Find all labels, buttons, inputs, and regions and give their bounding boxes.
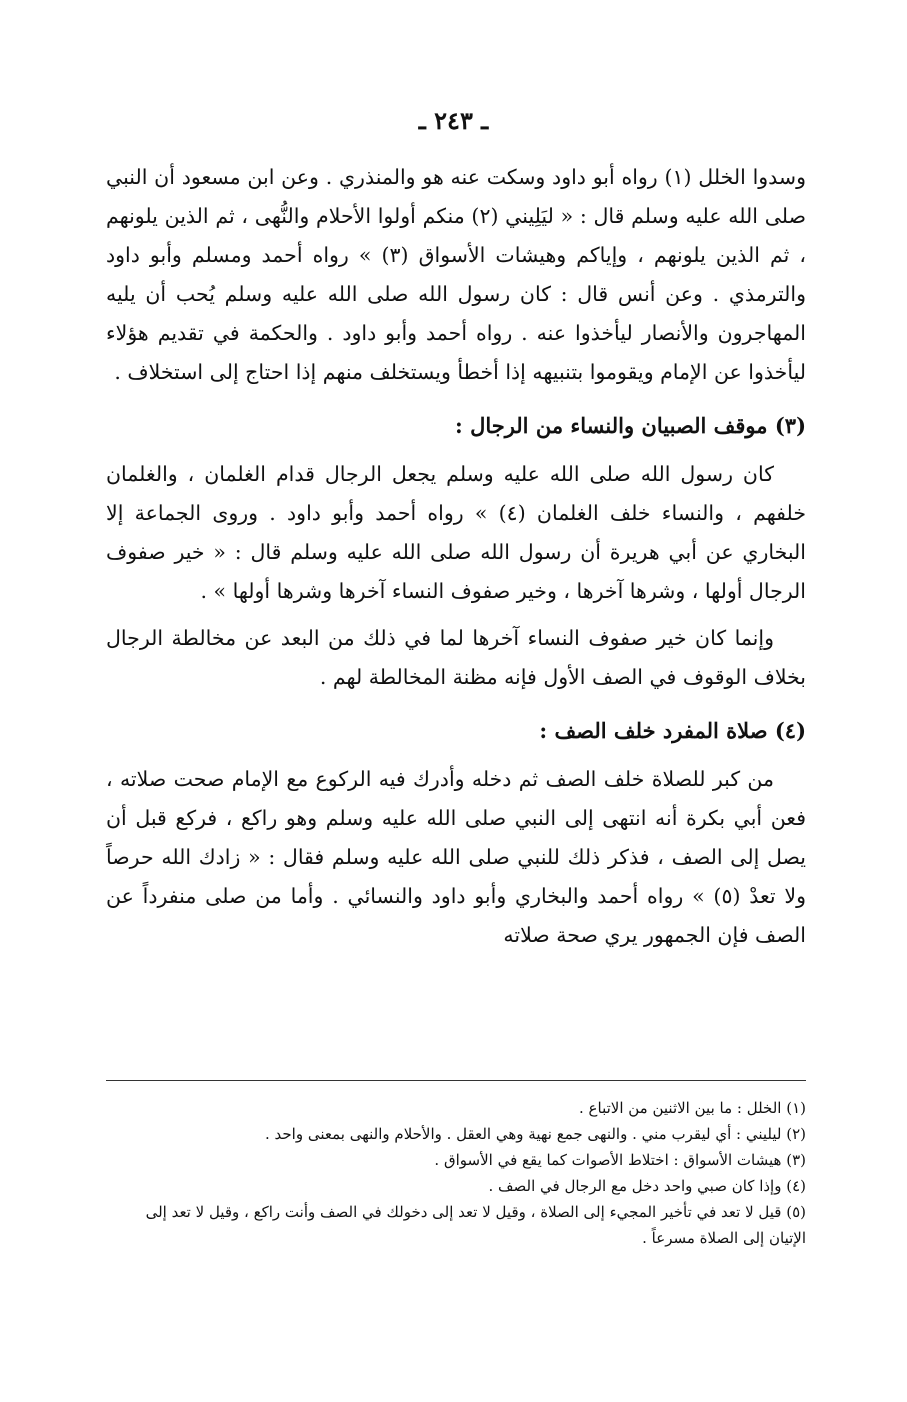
main-text (106, 158, 806, 955)
paragraph: وسدوا الخلل (١) رواه أبو داود وسكت عنه هو والمنذري . وعن ابن مسعود أن النبي صلى الله عليه وسلم قال : « ليَلِيني (٢) منكم أولوا الأحلام والنُّهى ، ثم الذين يلونهم ، ثم الذين يلونهم ، وإياكم وهيشات الأسواق (٣) » رواه أحمد ومسلم وأبو داود والترمذي . وعن أنس قال : كان رسول الله صلى الله عليه وسلم يُحب أن يليه المهاجرون والأنصار ليأخذوا عنه . رواه أحمد وأبو داود . والحكمة في تقديم هؤلاء ليأخذوا عن الإمام ويقوموا بتنبيهه إذا أخطأ ويستخلف منهم إذا احتاج إلى استخلاف . (106, 165, 807, 384)
paragraph: من كبر للصلاة خلف الصف ثم دخله وأدرك فيه الركوع مع الإمام صحت صلاته ، فعن أبي بكرة أنه انتهى إلى النبي صلى الله عليه وسلم وهو راكع ، فركع قبل أن يصل إلى الصف ، فذكر ذلك للنبي صلى الله عليه وسلم فقال : « زادك الله حرصاً ولا تعدْ (٥) » رواه أحمد والبخاري وأبو داود والنسائي . وأما من صلى منفرداً عن الصف فإن الجمهور يري صحة صلاته (106, 767, 806, 947)
section-heading: (٤) صلاة المفرد خلف الصف : (539, 718, 806, 743)
paragraph: كان رسول الله صلى الله عليه وسلم يجعل الرجال قدام الغلمان ، والغلمان خلفهم ، والنساء خلف الغلمان (٤) » رواه أحمد وأبو داود . وروى الجماعة إلا البخاري عن أبي هريرة أن رسول الله صلى الله عليه وسلم قال : « خير صفوف الرجال أولها ، وشرها آخرها ، وخير صفوف النساء آخرها وشرها أولها » . (106, 462, 806, 603)
footnote: (١) الخلل : ما بين الاثنين من الاتباع . (579, 1099, 806, 1117)
footnote: (٣) هيشات الأسواق : اختلاط الأصوات كما يقع في الأسواق . (434, 1151, 806, 1169)
paragraph: وإنما كان خير صفوف النساء آخرها لما في ذلك من البعد عن مخالطة الرجال بخلاف الوقوف في الصف الأول فإنه مظنة المخالطة لهم . (106, 626, 806, 689)
footnote: (٤) وإذا كان صبي واحد دخل مع الرجال في الصف . (488, 1177, 806, 1195)
footnotes (106, 1080, 806, 1251)
page-number: ـ ٢٤٣ ـ (418, 106, 489, 135)
footnote: (٥) قيل لا تعد في تأخير المجيء إلى الصلاة ، وقيل لا تعد إلى دخولك في الصف وأنت راكع ، وقيل لا تعد إلى الإتيان إلى الصلاة مسرعاً . (145, 1203, 806, 1247)
footnote: (٢) ليليني : أي ليقرب مني . والنهى جمع نهية وهي العقل . والأحلام والنهى بمعنى واحد . (264, 1125, 806, 1143)
section-heading: (٣) موقف الصبيان والنساء من الرجال : (455, 413, 806, 438)
